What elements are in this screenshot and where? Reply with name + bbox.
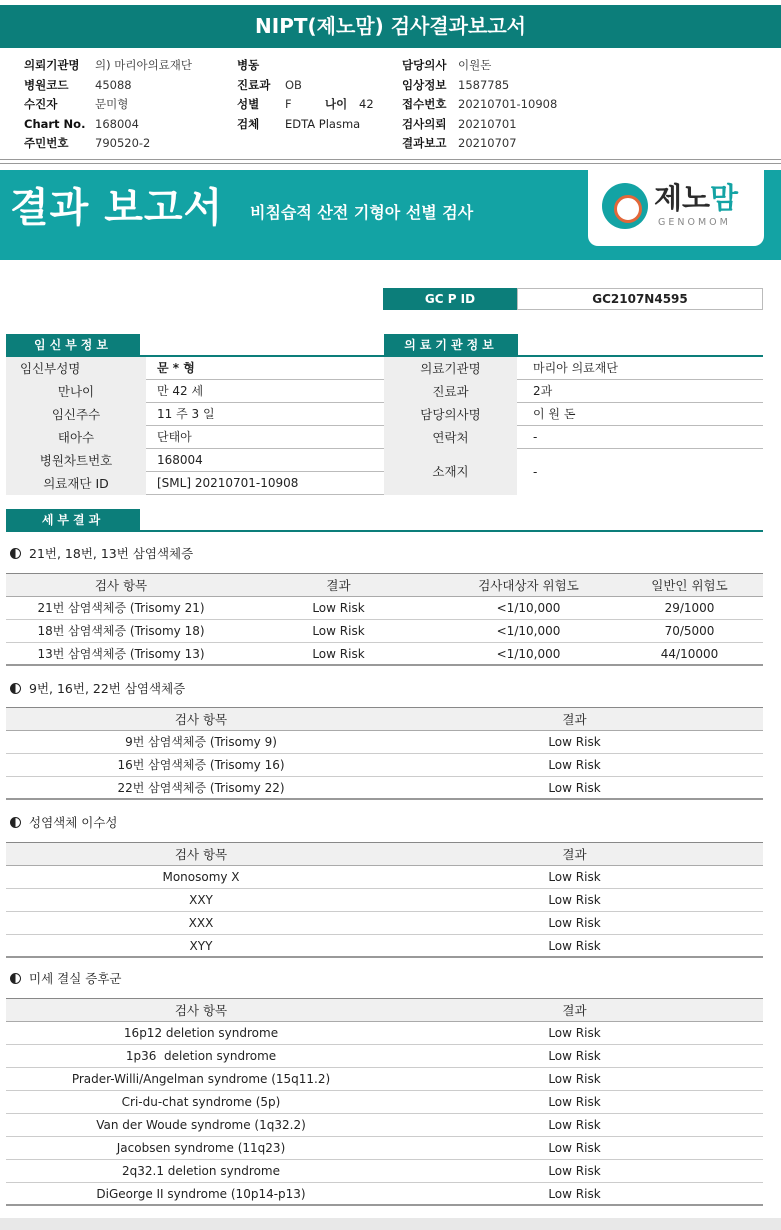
cell: Low Risk xyxy=(548,1141,601,1155)
info-row xyxy=(384,449,763,495)
trisomy-major-table xyxy=(6,573,763,666)
cell: XXX xyxy=(188,916,214,930)
document-title: NIPT(제노맘) 검사결과보고서 xyxy=(0,5,781,48)
cell: <1/10,000 xyxy=(496,647,561,661)
divider xyxy=(0,163,781,164)
table-header xyxy=(6,707,763,731)
logo-text-a: 제노 xyxy=(654,181,711,215)
cell: Low Risk xyxy=(548,1164,601,1178)
cell: 22번 삼염색체증 (Trisomy 22) xyxy=(117,781,285,795)
cell: Low Risk xyxy=(548,1049,601,1063)
table-row xyxy=(6,1045,763,1068)
meta-value: 1587785 xyxy=(458,77,510,92)
meta-label: 수진자 xyxy=(24,97,58,111)
cell: Low Risk xyxy=(548,735,601,749)
patient-info-table xyxy=(6,357,386,495)
info-label: 만나이 xyxy=(6,380,146,403)
table-header xyxy=(6,998,763,1022)
cell: Low Risk xyxy=(548,916,601,930)
cell: 1p36 deletion syndrome xyxy=(125,1049,277,1063)
meta-label: 의뢰기관명 xyxy=(24,58,80,72)
cell: Cri-du-chat syndrome (5p) xyxy=(121,1095,281,1109)
col-header: 결과 xyxy=(326,578,351,593)
genomom-logo xyxy=(588,170,764,246)
meta-label: 결과보고 xyxy=(402,136,447,150)
info-value: 이 원 돈 xyxy=(533,407,576,421)
section-heading-text: 21번, 18번, 13번 삼염색체증 xyxy=(29,546,194,561)
cell: Low Risk xyxy=(548,781,601,795)
page-footer-band xyxy=(0,1218,781,1230)
info-row xyxy=(6,357,386,380)
cell: Low Risk xyxy=(548,893,601,907)
section-heading xyxy=(10,544,193,562)
age-label: 나이 xyxy=(325,97,348,111)
sex-value: F xyxy=(285,97,292,111)
table-row xyxy=(6,1160,763,1183)
info-row xyxy=(6,380,386,403)
table-row xyxy=(6,1091,763,1114)
half-circle-icon xyxy=(10,973,21,984)
sex-chromosome-table xyxy=(6,842,763,958)
cell: XYY xyxy=(189,939,213,953)
meta-label: Chart No. xyxy=(24,116,86,131)
logo-text-b: 맘 xyxy=(710,181,739,215)
table-header xyxy=(6,842,763,866)
cell: Low Risk xyxy=(548,870,601,884)
cell: Low Risk xyxy=(312,647,365,661)
info-value: 문 * 형 xyxy=(157,361,195,375)
info-label: 태아수 xyxy=(6,426,146,449)
table-row xyxy=(6,935,763,958)
meta-value: 문미형 xyxy=(95,97,129,111)
meta-value: 20210707 xyxy=(458,136,517,150)
section-heading-text: 성염색체 이수성 xyxy=(29,815,118,830)
cell: 44/10000 xyxy=(660,647,719,661)
table-row xyxy=(6,1137,763,1160)
meta-label: 담당의사 xyxy=(402,58,447,72)
table-row xyxy=(6,620,763,643)
patient-info-tab: 임신부정보 xyxy=(6,334,140,356)
col-header: 결과 xyxy=(562,712,587,727)
info-label: 연락처 xyxy=(384,426,517,449)
divider xyxy=(0,159,781,160)
cell: XXY xyxy=(189,893,213,907)
table-row xyxy=(6,777,763,800)
meta-label: 임상정보 xyxy=(402,77,447,92)
cell: Jacobsen syndrome (11q23) xyxy=(116,1141,286,1155)
report-banner xyxy=(0,170,781,260)
meta-label: 병원코드 xyxy=(24,77,69,92)
col-header: 일반인 위험도 xyxy=(651,578,728,593)
table-header xyxy=(6,573,763,597)
table-row xyxy=(6,643,763,666)
meta-label: 주민번호 xyxy=(24,136,69,150)
cell: 9번 삼염색체증 (Trisomy 9) xyxy=(125,735,277,749)
table-row xyxy=(6,889,763,912)
cell: 13번 삼염색체증 (Trisomy 13) xyxy=(37,647,205,661)
table-row xyxy=(6,866,763,889)
cell: Low Risk xyxy=(548,1118,601,1132)
section-heading xyxy=(10,813,118,831)
meta-value: 의) 마리아의료재단 xyxy=(95,58,193,72)
half-circle-icon xyxy=(10,817,21,828)
cell: Low Risk xyxy=(312,601,365,615)
sex-label: 성별 xyxy=(237,97,260,111)
table-row xyxy=(6,597,763,620)
info-row xyxy=(384,357,763,380)
detail-results-tab: 세부결과 xyxy=(6,509,140,531)
col-header: 검사대상자 위험도 xyxy=(478,578,579,593)
cell: DiGeorge II syndrome (10p14-p13) xyxy=(96,1187,306,1201)
cell: Low Risk xyxy=(312,624,365,638)
col-header: 검사 항목 xyxy=(174,847,228,862)
dept-label: 진료과 xyxy=(237,77,271,92)
half-circle-icon xyxy=(10,548,21,559)
info-row xyxy=(6,403,386,426)
meta-value: 45088 xyxy=(95,77,132,92)
cell: Low Risk xyxy=(548,1072,601,1086)
detail-results-rule xyxy=(6,530,763,532)
info-value: 만 42 세 xyxy=(157,384,204,398)
clinic-info-table xyxy=(384,357,763,495)
section-heading xyxy=(10,679,185,697)
info-value: 단태아 xyxy=(157,430,192,444)
info-label: 임신주수 xyxy=(6,403,146,426)
cell: 21번 삼염색체증 (Trisomy 21) xyxy=(37,601,205,615)
section-heading-text: 미세 결실 증후군 xyxy=(29,971,122,986)
specimen-value: EDTA Plasma xyxy=(285,116,361,131)
clinic-info-tab: 의료기관정보 xyxy=(384,334,518,356)
info-row xyxy=(6,472,386,495)
table-row xyxy=(6,1114,763,1137)
meta-label: 접수번호 xyxy=(402,97,447,111)
info-label: 소재지 xyxy=(384,449,517,495)
microdeletion-table xyxy=(6,998,763,1206)
table-row xyxy=(6,754,763,777)
meta-label: 검사의뢰 xyxy=(402,116,447,131)
cell: Low Risk xyxy=(548,758,601,772)
info-label: 의료재단 ID xyxy=(6,472,146,495)
logo-emblem-icon xyxy=(602,183,648,229)
info-row xyxy=(384,403,763,426)
cell: Low Risk xyxy=(548,939,601,953)
cell: <1/10,000 xyxy=(496,624,561,638)
table-row xyxy=(6,1068,763,1091)
info-label xyxy=(6,357,146,380)
info-label: 진료과 xyxy=(384,380,517,403)
info-value: 마리아 의료재단 xyxy=(533,361,618,375)
col-header: 검사 항목 xyxy=(94,578,148,593)
cell: Low Risk xyxy=(548,1095,601,1109)
info-value: 11 주 3 일 xyxy=(157,407,215,421)
banner-title: 결과 보고서 xyxy=(10,185,224,231)
table-row xyxy=(6,912,763,935)
trisomy-minor-table xyxy=(6,707,763,800)
info-row xyxy=(384,380,763,403)
cell: Van der Woude syndrome (1q32.2) xyxy=(96,1118,306,1132)
info-label: 담당의사명 xyxy=(384,403,517,426)
cell: 70/5000 xyxy=(664,624,715,638)
col-header: 검사 항목 xyxy=(174,1003,228,1018)
meta-value: 20210701-10908 xyxy=(458,97,558,111)
age-value: 42 xyxy=(359,97,374,111)
cell: 16번 삼염색체증 (Trisomy 16) xyxy=(117,758,285,772)
gcp-id-value: GC2107N4595 xyxy=(517,288,763,310)
meta-value: 20210701 xyxy=(458,116,517,131)
header-col-3 xyxy=(402,56,557,154)
logo-subtext: GENOMOM xyxy=(658,217,731,228)
cell: 2q32.1 deletion syndrome xyxy=(122,1164,280,1178)
info-value: 2과 xyxy=(533,384,553,398)
ward-label: 병동 xyxy=(237,58,260,72)
cell: Monosomy X xyxy=(162,870,240,884)
cell: 16p12 deletion syndrome xyxy=(123,1026,279,1040)
info-row xyxy=(384,426,763,449)
info-value: [SML] 20210701-10908 xyxy=(157,476,299,490)
cell: 29/1000 xyxy=(664,601,715,615)
col-header: 검사 항목 xyxy=(174,712,228,727)
dept-value: OB xyxy=(285,77,302,92)
info-value: - xyxy=(533,430,538,444)
info-value: - xyxy=(533,465,538,479)
table-row xyxy=(6,1022,763,1045)
banner-subtitle: 비침습적 산전 기형아 선별 검사 xyxy=(250,203,474,222)
specimen-label: 검체 xyxy=(237,116,260,131)
info-value: 168004 xyxy=(157,453,203,467)
table-row xyxy=(6,1183,763,1206)
meta-value: 이원돈 xyxy=(458,58,492,72)
info-row xyxy=(6,449,386,472)
cell: <1/10,000 xyxy=(496,601,561,615)
info-row xyxy=(6,426,386,449)
info-label: 병원차트번호 xyxy=(6,449,146,472)
col-header: 결과 xyxy=(562,1003,587,1018)
logo-wordmark xyxy=(654,181,738,215)
col-header: 결과 xyxy=(562,847,587,862)
section-heading-text: 9번, 16번, 22번 삼염색체증 xyxy=(29,681,186,696)
gcp-id-label: GC P ID xyxy=(383,288,517,310)
meta-value: 790520-2 xyxy=(95,136,151,150)
cell: Prader-Willi/Angelman syndrome (15q11.2) xyxy=(71,1072,331,1086)
cell: Low Risk xyxy=(548,1026,601,1040)
section-heading xyxy=(10,969,121,987)
header-col-2 xyxy=(237,56,374,134)
cell: 18번 삼염색체증 (Trisomy 18) xyxy=(37,624,205,638)
table-row xyxy=(6,731,763,754)
half-circle-icon xyxy=(10,683,21,694)
cell: Low Risk xyxy=(548,1187,601,1201)
info-label-text: 임신부성명 xyxy=(20,361,81,376)
meta-value: 168004 xyxy=(95,116,139,131)
info-label: 의료기관명 xyxy=(384,357,517,380)
header-col-1 xyxy=(24,56,192,154)
